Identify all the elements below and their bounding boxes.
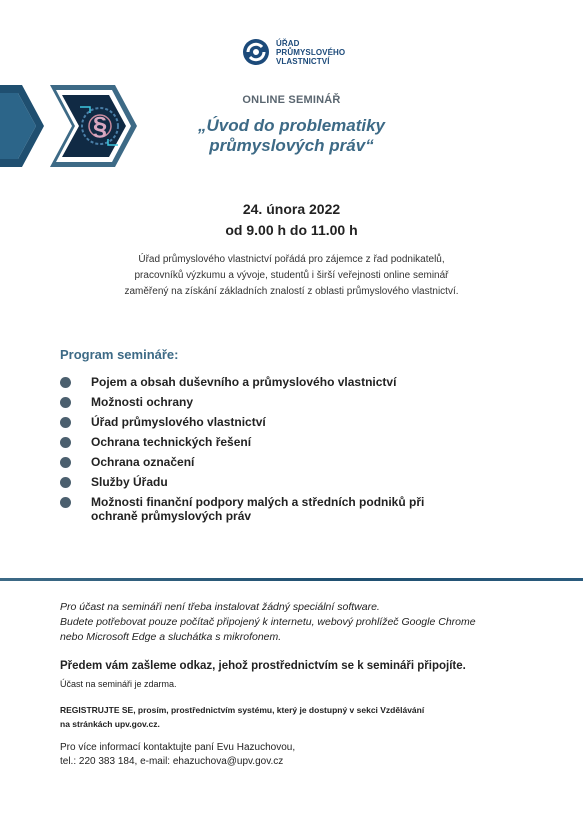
program-item-label: Možnosti finanční podpory malých a středních podniků při ochraně průmyslových práv (91, 495, 425, 523)
bullet-icon (60, 397, 71, 408)
event-title (150, 116, 433, 156)
requirements-line: nebo Microsoft Edge a sluchátka s mikrofonem. (60, 631, 282, 643)
program-item-label: Pojem a obsah duševního a průmyslového vlastnictví (91, 375, 397, 389)
program-item-label: Možnosti ochrany (91, 395, 194, 409)
upv-logo (241, 37, 345, 67)
bullet-icon (60, 497, 71, 508)
upv-logo-icon (241, 37, 271, 67)
intro-line: Úřad průmyslového vlastnictví pořádá pro zájemce z řad podnikatelů, (138, 254, 445, 265)
program-title: Program semináře: (60, 347, 179, 362)
paragraph-symbol-icon: § (92, 111, 108, 141)
logo-line: PRŮMYSLOVÉHO (276, 47, 346, 57)
requirements-line: Budete potřebovat pouze počítač připojený k internetu, webový prohlížeč Google Chrome (60, 616, 476, 628)
program-item (60, 455, 530, 469)
program-item-label: Ochrana technických řešení (91, 435, 252, 449)
title-line: průmyslových práv“ (209, 136, 374, 155)
program-item-label: Služby Úřadu (91, 475, 168, 489)
registration-note (60, 703, 523, 731)
program-item (60, 435, 530, 449)
intro-line: pracovníků výzkumu a vývoje, studentů i širší veřejnosti online seminář (134, 270, 449, 281)
contact-line: Pro více informací kontaktujte paní Evu Hazuchovou, (60, 742, 296, 753)
bullet-icon (60, 477, 71, 488)
title-line: „Úvod do problematiky (197, 116, 386, 135)
program-item (60, 415, 530, 429)
intro-line: zaměřený na získání základních znalostí z oblasti průmyslového vlastnictví. (124, 286, 459, 297)
chevron-graphic (0, 79, 150, 173)
registration-line: REGISTRUJTE SE, prosím, prostřednictvím systému, který je dostupný v sekci Vzdělávání (60, 705, 425, 715)
requirements-note (60, 615, 523, 645)
program-item (60, 375, 530, 389)
event-time: od 9.00 h do 11.00 h (225, 222, 358, 238)
event-subtitle: ONLINE SEMINÁŘ (242, 94, 341, 106)
logo-text (276, 39, 345, 66)
bullet-icon (60, 377, 71, 388)
program-list (60, 375, 530, 529)
bullet-icon (60, 437, 71, 448)
registration-line: na stránkách upv.gov.cz. (60, 719, 160, 729)
software-note: Pro účast na semináři není třeba instalovat žádný speciální software. (60, 601, 380, 613)
bullet-icon (60, 417, 71, 428)
free-note: Účast na semináři je zdarma. (60, 679, 177, 689)
program-item (60, 475, 530, 489)
program-item (60, 495, 451, 523)
contact-info (60, 741, 523, 769)
section-divider (0, 578, 583, 581)
program-item (60, 395, 530, 409)
contact-line: tel.: 220 383 184, e-mail: ehazuchova@upv.gov.cz (60, 756, 284, 767)
event-date: 24. února 2022 (242, 201, 341, 217)
program-item-label: Ochrana označení (91, 455, 195, 469)
link-note: Předem vám zašleme odkaz, jehož prostřednictvím se k semináři připojíte. (60, 660, 466, 672)
logo-line: ÚŘAD (276, 38, 300, 48)
program-item-label: Úřad průmyslového vlastnictví (91, 415, 266, 429)
intro-paragraph (90, 252, 493, 300)
bullet-icon (60, 457, 71, 468)
logo-line: VLASTNICTVÍ (276, 56, 330, 66)
